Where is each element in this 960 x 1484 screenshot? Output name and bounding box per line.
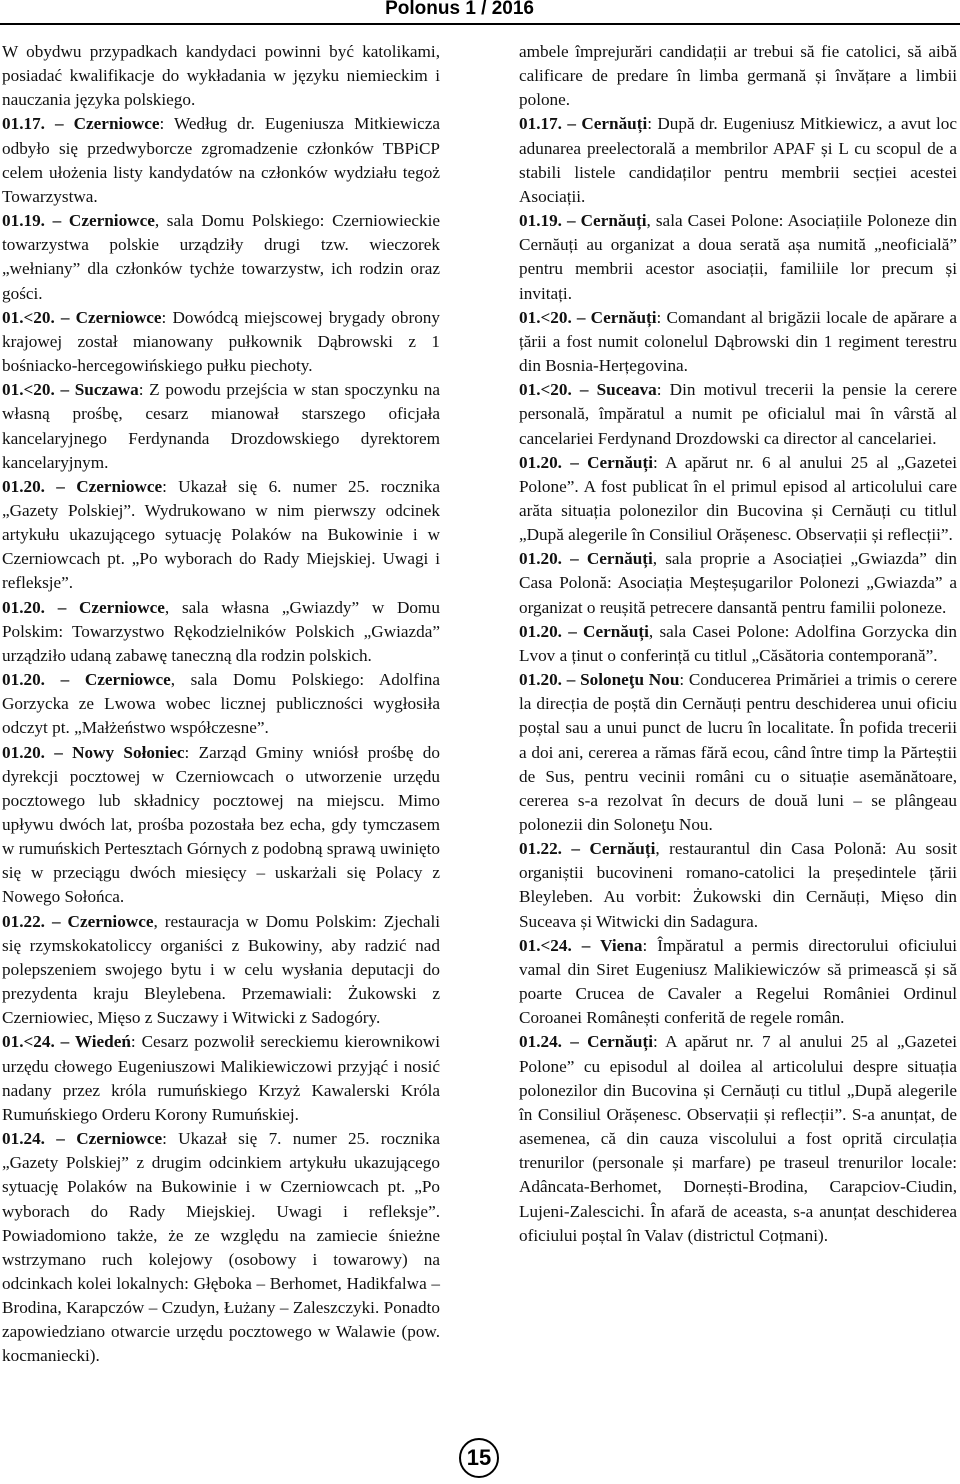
entry-text: W obydwu przypadkach kandydaci powinni być katolikami, posiadać kwalifikacje do wykładania w języku niemieckim i nauczania języka polskiego. — [2, 42, 440, 110]
chronicle-entry — [2, 741, 440, 910]
entry-date-place: 01.20. – Soloneţu Nou — [519, 670, 680, 690]
entry-date-place: 01.20. – Nowy Sołoniec — [2, 742, 185, 762]
entry-text: : Ukazał się 6. numer 25. rocznika „Gazety Polskiej”. Wydrukowano w nim pierwszy odcinek artykułu ukazującego sytuację Polaków na Bukowinie i w Czerniowcach pt. „Po wyborach do Rady Miejskiej. Uwagi i refleksje”. — [2, 476, 440, 593]
entry-text: : Ukazał się 7. numer 25. rocznika „Gazety Polskiej” z drugim odcinkiem artykułu ukazującego sytuację Polaków na Bukowinie i w Czerniowcach pt. „Po wyborach do Rady Miejskiej. Uwagi i refleksje”. Powiadomiono także, że ze względu na zamiecie śnieżne wstrzymano ruch kolejowy (osobowy i towarowy) na odcinkach kolei lokalnych: Głęboka – Berhomet, Hadikfalwa – Brodina, Karapczów – Czudyn, Łużany – Zaleszczyki. Ponadto zapowiedziano otwarcie urzędu pocztowego w Walawie (pow. kocmaniecki). — [2, 1129, 440, 1366]
entry-text: : Comandant al brigăzii locale de apărare a țării a fost numit colonelul Dąbrowski din 1 regiment terestru din Bosnia-Herțegovina. — [519, 307, 957, 376]
entry-text: : Din motivul trecerii la pensie la cerere personală, împăratul a numit pe oficialul mai în vârstă al cancelariei Ferdynand Drozdowski ca director al cancelariei. — [519, 380, 957, 448]
entry-date-place: 01.19. – Czerniowce — [2, 211, 155, 231]
entry-date-place: 01.20. – Cernăuți — [519, 549, 653, 569]
chronicle-entry — [2, 596, 440, 668]
chronicle-entry — [2, 378, 440, 475]
chronicle-entry — [519, 112, 957, 209]
entry-text: : A apărut nr. 6 al anului 25 al „Gazetei Polone”. A fost publicat în el primul episod al articolului care arăta situația polonezilor din Bucovina și Cernăuți cu titlul „După alegerile în Consiliul Orășenesc. Observații și reflecții”. — [519, 452, 957, 545]
entry-date-place: 01.<24. – Viena — [519, 935, 643, 955]
entry-date-place: 01.20. – Czerniowce — [2, 670, 171, 690]
chronicle-entry — [2, 1030, 440, 1127]
chronicle-entry — [519, 451, 957, 548]
entry-date-place: 01.<20. – Suceava — [519, 380, 657, 400]
entry-text: : A apărut nr. 7 al anului 25 al „Gazetei Polone” cu episodul al doilea al articolului despre situația polonezilor din Bucovina și Cernăuți cu titlul „După alegerile în Consiliul Orășenesc. Observații și reflecții”. S-a anunțat, de asemenea, că din cauza viscolului a fost oprită circulația trenurilor (personale și marfare) pe traseul trenurilor locale: Adâncata-Berhomet, Dornești-Brodina, Carapciov-Ciudin, Lujeni-Zalescichi. În afară de aceasta, s-a anunțat deschiderea oficiului poștal în Valav (districtul Coțmani). — [519, 1032, 957, 1245]
entry-text: , sala własna „Gwiazdy” w Domu Polskim: Towarzystwo Rękodzielników Polskich „Gwiazda” urządziło udaną zabawę taneczną dla rodzin polskich. — [2, 597, 440, 665]
entry-text: : Dowódcą miejscowej brygady obrony krajowej został mianowany pułkownik Dąbrowski z 1 bośniacko-hercegowińskiego pułku piechoty. — [2, 307, 440, 376]
chronicle-entry — [519, 306, 957, 378]
chronicle-entry — [2, 112, 440, 209]
chronicle-entry — [519, 40, 957, 112]
entry-date-place: 01.17. – Czerniowce — [2, 114, 160, 134]
entry-text: : Według dr. Eugeniusza Mitkiewicza odbyło się przedwyborcze zgromadzenie członków TBPiCP celem ułożenia listy kandydatów na członków wydziału tegoż Towarzystwa. — [2, 114, 440, 206]
entry-text: , sala Casei Polone: Adolfina Gorzycka din Lvov a ținut o conferință cu titlul „Căsătoria contemporană”. — [519, 621, 957, 665]
chronicle-entry — [2, 209, 440, 306]
entry-text: , restaurantul din Casa Polonă: Au sosit organiștii bucovineni romano-catolici la președintele țării Bleyleben. Au vorbit: Żukowski din Cernăuți, Mięso din Suceava și Witwicki din Sadagura. — [519, 839, 957, 931]
entry-text: : Z powodu przejścia w stan spoczynku na własną prośbę, cesarz mianował starszego oficjała kancelaryjnego Ferdynanda Drozdowskiego dyrektorem kancelaryjnym. — [2, 380, 440, 472]
entry-date-place: 01.<20. – Czerniowce — [2, 307, 162, 327]
chronicle-entry — [2, 910, 440, 1031]
entry-date-place: 01.17. – Cernăuți — [519, 114, 648, 134]
entry-date-place: 01.<20. – Suczawa — [2, 380, 139, 400]
chronicle-entry — [519, 547, 957, 619]
entry-text: : Împăratul a permis directorului oficiului vamal din Siret Eugeniusz Malikiewiczów să primească și să poarte Crucea de Cavaler a Regelui României Ordinul Coroanei Românești conferită de regele român. — [519, 935, 957, 1028]
entry-text: : Zarząd Gminy wniósł prośbę do dyrekcji pocztowej w Czerniowcach o utworzenie urzędu pocztowego lub składnicy pocztowej na miejscu. Mimo upływu dwóch lat, prośba pozostała bez echa, gdy tymczasem w rumuńskich Pertesztach Górnych z podobną sprawą uwinięto się w przeciągu dwóch miesięcy – uskarżali się Polacy z Nowego Sołońca. — [2, 742, 440, 907]
chronicle-entry — [519, 668, 957, 837]
entry-text: , sala Domu Polskiego: Czerniowieckie towarzystwa polskie urządziły drugi tzw. wieczorek „wełniany” dla członków tychże towarzystw, ich rodzin oraz gości. — [2, 211, 440, 303]
entry-date-place: 01.<24. – Wiedeń — [2, 1032, 131, 1052]
entry-date-place: 01.20. – Cernăuți — [519, 621, 649, 641]
entry-text: : După dr. Eugeniusz Mitkiewicz, a avut loc adunarea preelectorală a membrilor APAF și L cu scopul de a stabili listele candidaților pentru membrii secției acestei Asociații. — [519, 114, 957, 206]
chronicle-entry — [519, 620, 957, 668]
entry-text: , sala Casei Polone: Asociațiile Poloneze din Cernăuți au organizat a doua serată așa numită „neoficială” pentru membrii acestor asociații, familiile lor precum și invitați. — [519, 211, 957, 303]
journal-title: Polonus 1 / 2016 — [385, 0, 534, 19]
chronicle-entry — [2, 668, 440, 740]
entry-date-place: 01.20. – Czerniowce — [2, 597, 165, 617]
page-number: 15 — [459, 1438, 499, 1478]
entry-text: : Conducerea Primăriei a trimis o cerere la direcția de poștă din Cernăuți pentru deschiderea unui oficiu poștal sau a unui punct de lucru în localitate. În pofida trecerii a doi ani, cererea a rămas fără ecou, când între timp la Părteștii de Sus, pentru vecinii români cu o situație asemănătoare, cererea s-a rezolvat în decurs de două luni – se plângeau polonezii din Soloneţu Nou. — [519, 670, 957, 834]
chronicle-entry — [519, 209, 957, 306]
entry-date-place: 01.22. – Czerniowce — [2, 911, 154, 931]
header-rule — [0, 23, 960, 25]
page-header — [0, 0, 960, 24]
chronicle-entry — [519, 934, 957, 1031]
chronicle-entry — [519, 837, 957, 934]
entry-date-place: 01.24. – Czerniowce — [2, 1129, 163, 1149]
polish-text-column — [2, 40, 440, 1369]
entry-date-place: 01.24. – Cernăuți — [519, 1032, 653, 1052]
entry-date-place: 01.20. – Czerniowce — [2, 476, 163, 496]
entry-text: , sala proprie a Asociației „Gwiazda” din Casa Polonă: Asociația Meșteșugarilor Polonezi „Gwiazda” a organizat o reușită petrecere dansantă pentru familii poloneze. — [519, 549, 958, 617]
chronicle-entry — [519, 1030, 957, 1247]
entry-date-place: 01.<20. – Cernăuți — [519, 307, 657, 327]
entry-text: ambele împrejurări candidații ar trebui să fie catolici, să aibă calificare de predare în limba germană și învățare a limbii polone. — [519, 42, 957, 110]
entry-date-place: 01.19. – Cernăuți — [519, 211, 647, 231]
chronicle-entry — [2, 306, 440, 378]
entry-date-place: 01.20. – Cernăuți — [519, 452, 653, 472]
entry-text: , sala Domu Polskiego: Adolfina Gorzycka ze Lwowa wobec licznej publiczności wygłosiła odczyt pt. „Małżeństwo współczesne”. — [2, 670, 440, 738]
chronicle-entry — [519, 378, 957, 450]
chronicle-entry — [2, 40, 440, 112]
entry-text: , restauracja w Domu Polskim: Zjechali się rzymskokatoliccy organiści z Bukowiny, aby radzić nad polepszeniem swojego bytu i w celu wysłania deputacji do prezydenta kraju Bleylebena. Przemawiali: Żukowski z Czerniowiec, Mięso z Suczawy i Witwicki z Sadogóry. — [2, 911, 440, 1028]
entry-date-place: 01.22. – Cernăuți — [519, 839, 656, 859]
chronicle-entry — [2, 1127, 440, 1369]
chronicle-entry — [2, 475, 440, 596]
entry-text: : Cesarz pozwolił sereckiemu kierownikowi urzędu cłowego Eugeniuszowi Malikiewiczowi przyjąć i nosić nadany przez króla rumuńskiego Krzyż Kawalerski Króla Rumuńskiego Orderu Korony Rumuńskiej. — [2, 1032, 440, 1124]
romanian-text-column — [519, 40, 957, 1248]
